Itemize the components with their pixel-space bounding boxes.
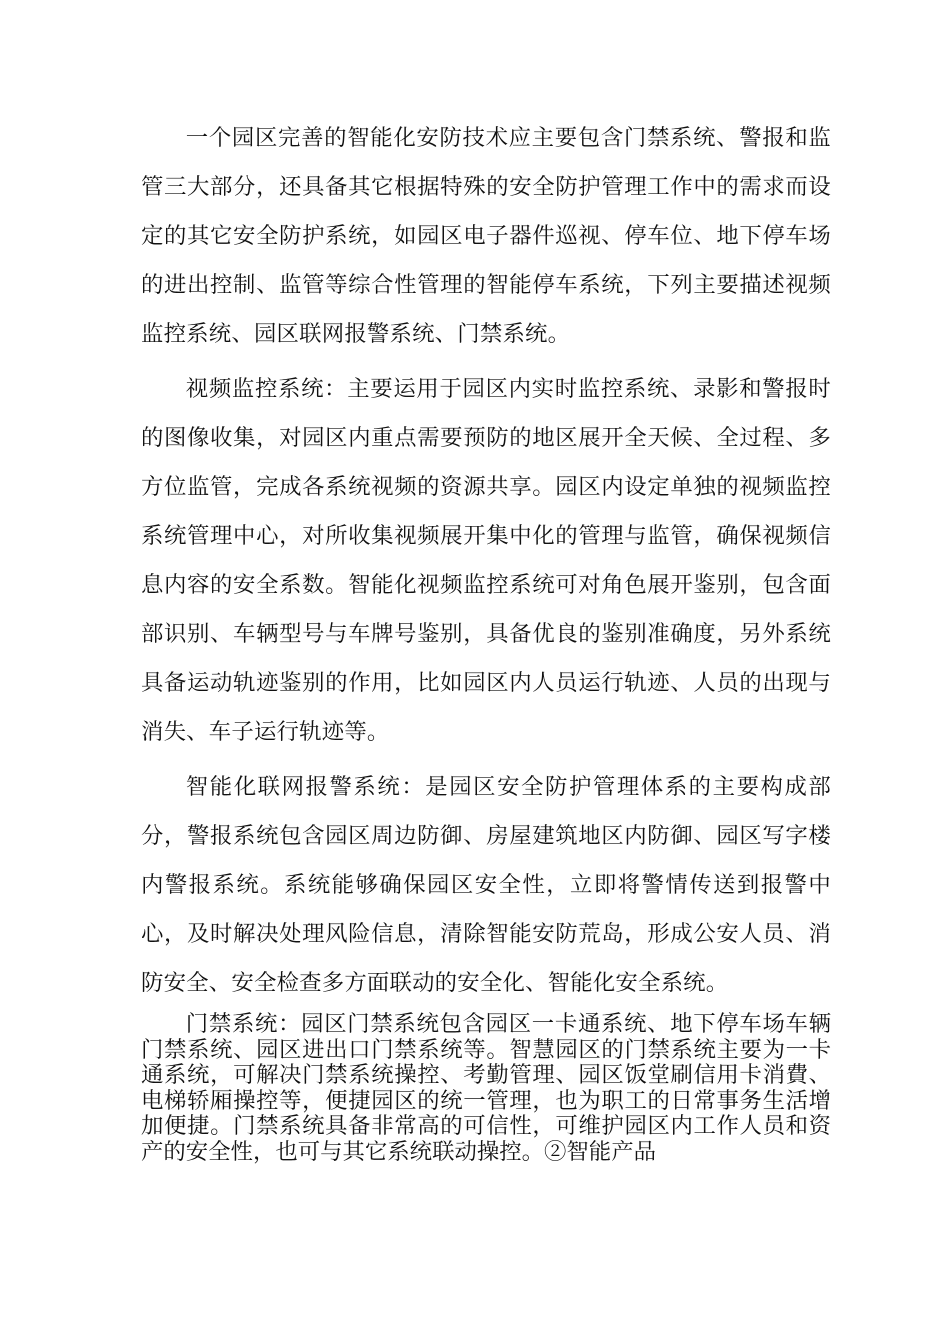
- paragraph-intro: 一个园区完善的智能化安防技术应主要包含门禁系统、警报和监管三大部分，还具备其它根据特殊的安全防护管理工作中的需求而设定的其它安全防护系统，如园区电子器件巡视、停车位、地下停车场的进出控制、监管等综合性管理的智能停车系统，下列主要描述视频监控系统、园区联网报警系统、门禁系统。: [141, 125, 831, 347]
- paragraph-alarm-system: 智能化联网报警系统：是园区安全防护管理体系的主要构成部分，警报系统包含园区周边防御、房屋建筑地区内防御、园区写字楼内警报系统。系统能够确保园区安全性，立即将警情传送到报警中心，及时解决处理风险信息，清除智能安防荒岛，形成公安人员、消防安全、安全检查多方面联动的安全化、智能化安全系统。: [141, 774, 831, 996]
- paragraph-access-control: 门禁系统：园区门禁系统包含园区一卡通系统、地下停车场车辆门禁系统、园区进出口门禁系统等。智慧园区的门禁系统主要为一卡通系统，可解决门禁系统操控、考勤管理、园区饭堂刷信用卡消費、电梯轿厢操控等，便捷园区的统一管理，也为职工的日常事务生活增加便捷。门禁系统具备非常高的可信性，可维护园区内工作人员和资产的安全性，也可与其它系统联动操控。②智能产品: [141, 1011, 831, 1165]
- paragraph-video-surveillance: 视频监控系统：主要运用于园区内实时监控系统、录影和警报时的图像收集，对园区内重点需要预防的地区展开全天候、全过程、多方位监管，完成各系统视频的资源共享。园区内设定单独的视频监控系统管理中心，对所收集视频展开集中化的管理与监管，确保视频信息内容的安全系数。智能化视频监控系统可对角色展开鉴别，包含面部识别、车辆型号与车牌号鉴别，具备优良的鉴别准确度，另外系统具备运动轨迹鉴别的作用，比如园区内人员运行轨迹、人员的出现与消失、车子运行轨迹等。: [141, 376, 831, 745]
